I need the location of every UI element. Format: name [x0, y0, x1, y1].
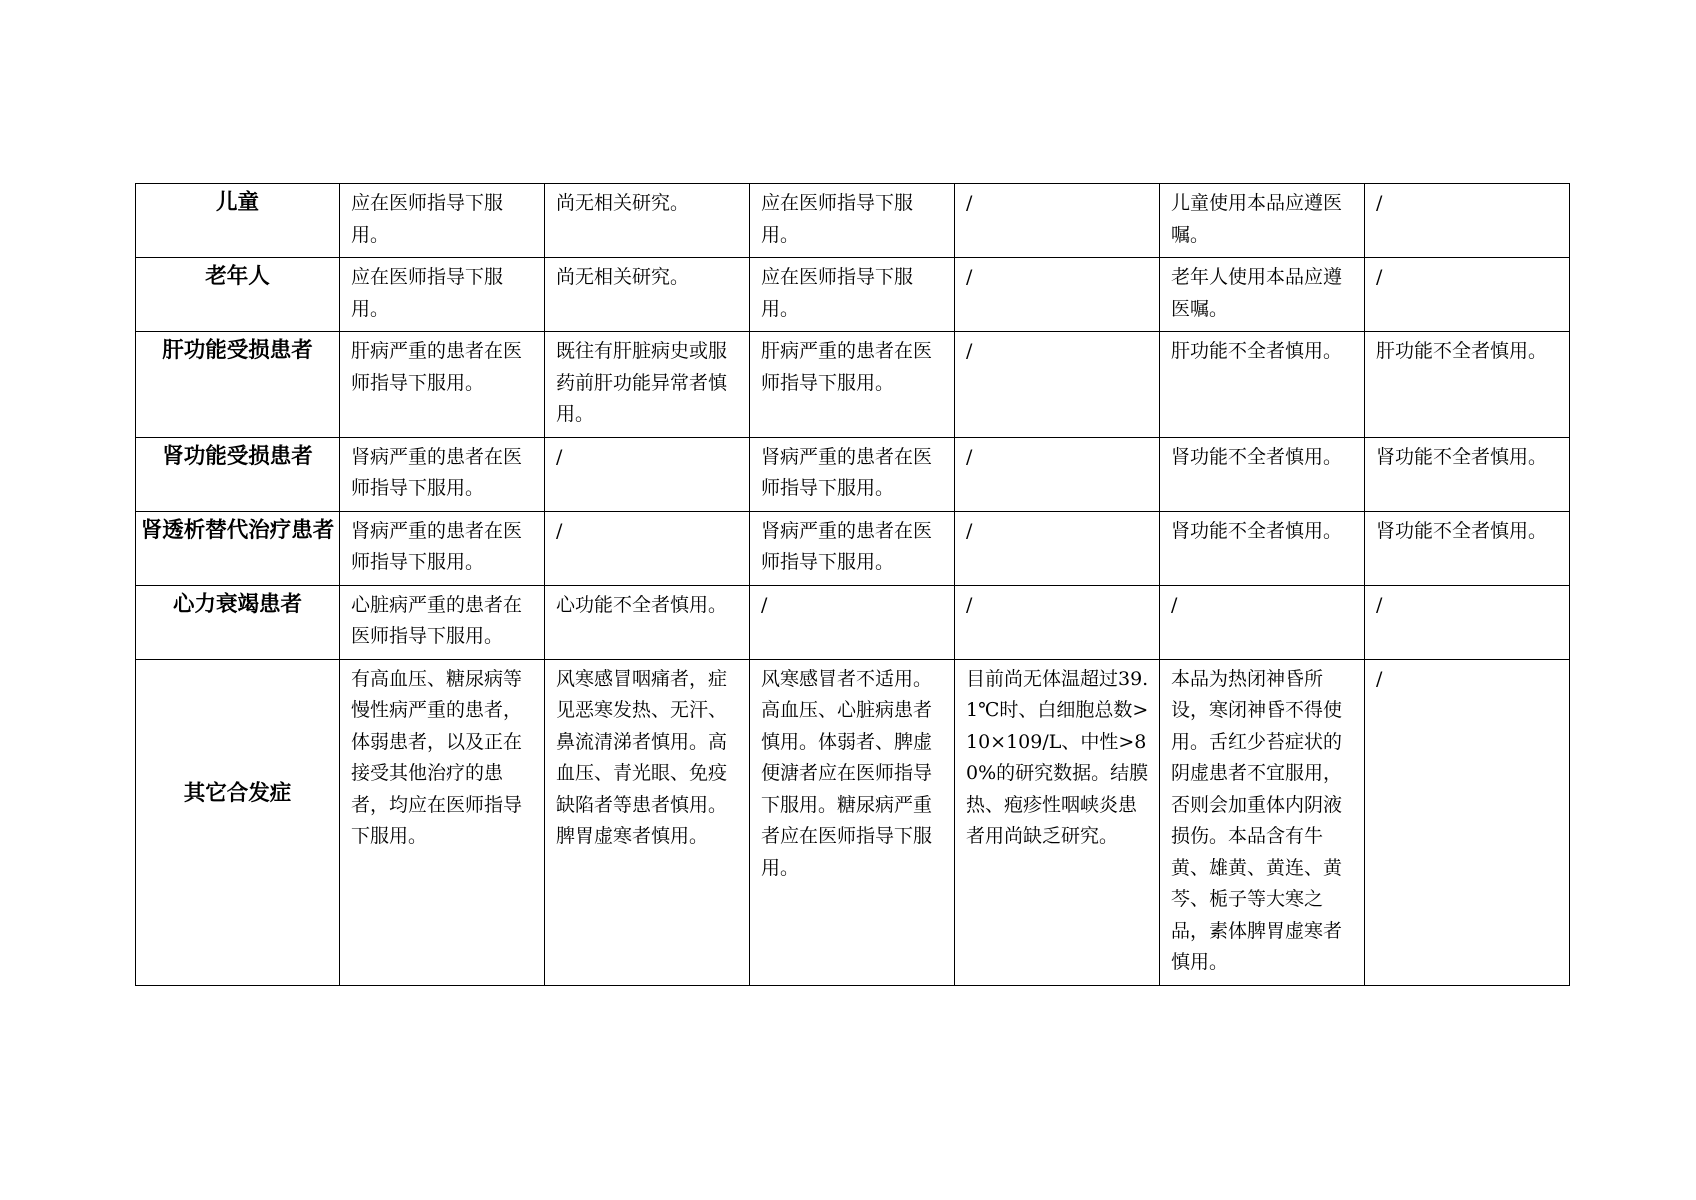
table-cell: 目前尚无体温超过39.1℃时、白细胞总数>10×109/L、中性>80%的研究数据。结膜热、疱疹性咽峡炎患者用尚缺乏研究。	[955, 659, 1160, 985]
table-row	[136, 659, 1570, 985]
table-cell: 心脏病严重的患者在医师指导下服用。	[340, 585, 545, 659]
row-header-dialysis: 肾透析替代治疗患者	[136, 511, 340, 585]
table-row	[136, 332, 1570, 438]
table-cell: 尚无相关研究。	[545, 258, 750, 332]
table-row	[136, 585, 1570, 659]
table-cell: 风寒感冒者不适用。高血压、心脏病患者慎用。体弱者、脾虚便溏者应在医师指导下服用。糖尿病严重者应在医师指导下服用。	[750, 659, 955, 985]
table-cell: 肾病严重的患者在医师指导下服用。	[750, 511, 955, 585]
table-cell: 肝功能不全者慎用。	[1160, 332, 1365, 438]
table-cell: 肾病严重的患者在医师指导下服用。	[340, 511, 545, 585]
table-cell: /	[1365, 659, 1570, 985]
table-cell: /	[955, 585, 1160, 659]
table-cell: /	[545, 437, 750, 511]
table-cell: 肾功能不全者慎用。	[1365, 511, 1570, 585]
table-cell: 肾功能不全者慎用。	[1160, 511, 1365, 585]
table-cell: /	[1160, 585, 1365, 659]
row-header-elderly: 老年人	[136, 258, 340, 332]
table-cell: /	[955, 437, 1160, 511]
table-cell: /	[955, 184, 1160, 258]
table-cell: /	[750, 585, 955, 659]
table-cell: 肝病严重的患者在医师指导下服用。	[750, 332, 955, 438]
table-cell: /	[1365, 258, 1570, 332]
table-cell: 应在医师指导下服用。	[750, 258, 955, 332]
row-header-other-complications: 其它合发症	[136, 659, 340, 985]
table-cell: 应在医师指导下服用。	[750, 184, 955, 258]
table-cell: 肾病严重的患者在医师指导下服用。	[340, 437, 545, 511]
table-cell: /	[955, 332, 1160, 438]
row-header-hepatic-impairment: 肝功能受损患者	[136, 332, 340, 438]
table-cell: 肾功能不全者慎用。	[1365, 437, 1570, 511]
table-cell: 儿童使用本品应遵医嘱。	[1160, 184, 1365, 258]
table-cell: /	[1365, 585, 1570, 659]
table-cell: 老年人使用本品应遵医嘱。	[1160, 258, 1365, 332]
table-row	[136, 184, 1570, 258]
table-row	[136, 258, 1570, 332]
table-cell: 应在医师指导下服用。	[340, 184, 545, 258]
table-cell: 肝病严重的患者在医师指导下服用。	[340, 332, 545, 438]
table-cell: 应在医师指导下服用。	[340, 258, 545, 332]
table-row	[136, 511, 1570, 585]
table-cell: 肾病严重的患者在医师指导下服用。	[750, 437, 955, 511]
table-cell: 既往有肝脏病史或服药前肝功能异常者慎用。	[545, 332, 750, 438]
row-header-children: 儿童	[136, 184, 340, 258]
table-cell: 尚无相关研究。	[545, 184, 750, 258]
special-populations-table	[135, 183, 1570, 986]
table-cell: 心功能不全者慎用。	[545, 585, 750, 659]
table-cell: 肾功能不全者慎用。	[1160, 437, 1365, 511]
table-cell: /	[545, 511, 750, 585]
table-cell: 风寒感冒咽痛者，症见恶寒发热、无汗、鼻流清涕者慎用。高血压、青光眼、免疫缺陷者等患者慎用。脾胃虚寒者慎用。	[545, 659, 750, 985]
table-row	[136, 437, 1570, 511]
table-cell: 有高血压、糖尿病等慢性病严重的患者，体弱患者，以及正在接受其他治疗的患者，均应在医师指导下服用。	[340, 659, 545, 985]
table-cell: /	[1365, 184, 1570, 258]
table-cell: 本品为热闭神昏所设，寒闭神昏不得使用。舌红少苔症状的阴虚患者不宜服用，否则会加重体内阴液损伤。本品含有牛黄、雄黄、黄连、黄芩、栀子等大寒之品，素体脾胃虚寒者慎用。	[1160, 659, 1365, 985]
table-cell: 肝功能不全者慎用。	[1365, 332, 1570, 438]
row-header-heart-failure: 心力衰竭患者	[136, 585, 340, 659]
table-cell: /	[955, 511, 1160, 585]
table-cell: /	[955, 258, 1160, 332]
row-header-renal-impairment: 肾功能受损患者	[136, 437, 340, 511]
